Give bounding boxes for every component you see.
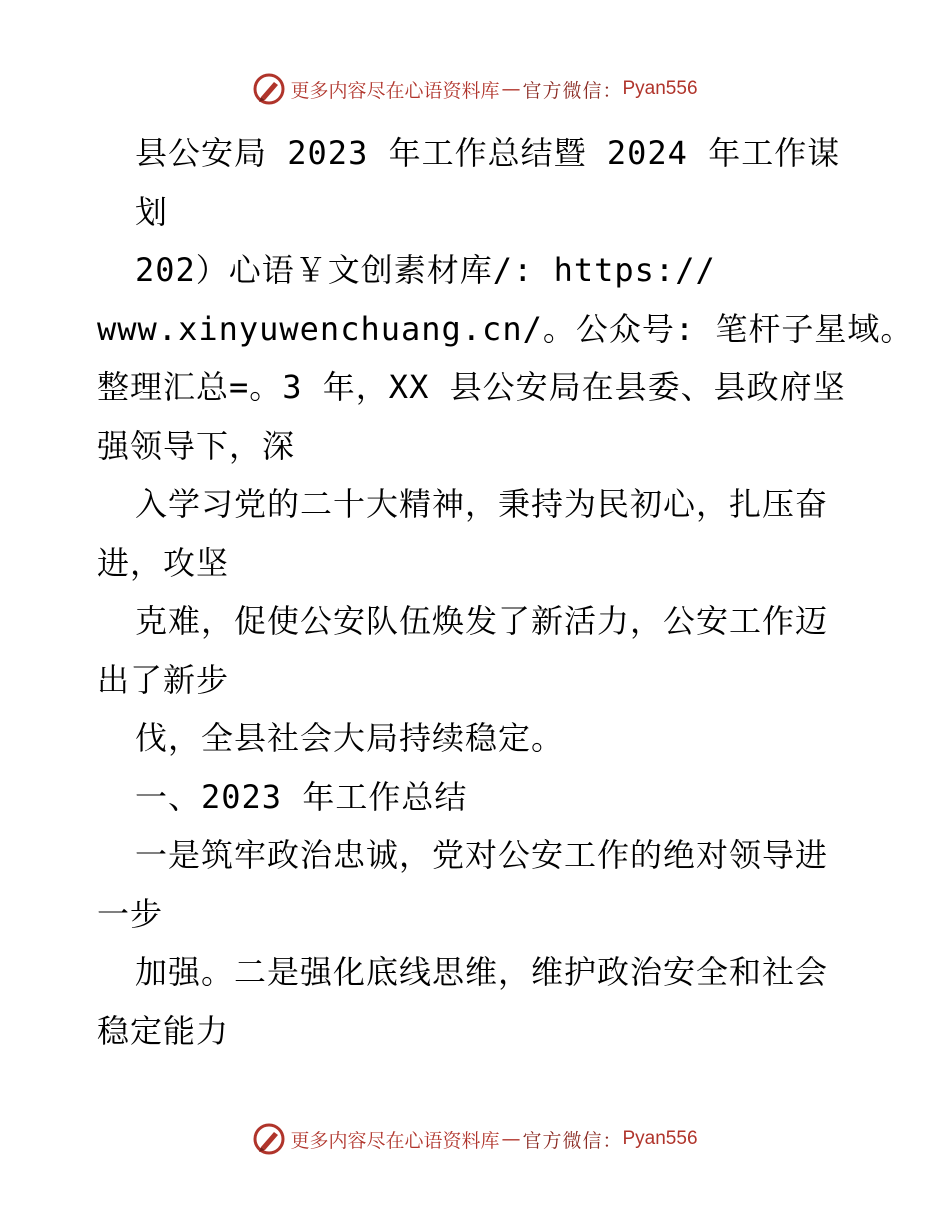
text-line: 整理汇总=。3 年，XX 县公安局在县委、县政府坚 <box>97 368 846 406</box>
pen-logo-icon <box>252 72 286 106</box>
text-line: 入学习党的二十大精神，秉持为民初心，扎压奋 <box>135 485 829 523</box>
text-line: 稳定能力 <box>97 1011 230 1050</box>
watermark-site-text: 更多内容尽在心语资料库 <box>290 1129 500 1152</box>
text-line: 强领导下，深 <box>97 426 296 465</box>
text-line: 一步 <box>97 894 164 933</box>
text-line: 出了新步 <box>97 660 230 699</box>
text-line: 加强。二是强化底线思维，维护政治安全和社会 <box>135 953 829 991</box>
watermark-label: 官方微信： <box>522 1129 623 1152</box>
watermark-wechat-id: Pyan556 <box>622 78 698 99</box>
text-line: 一、2023 年工作总结 <box>135 777 468 816</box>
text-line: www.xinyuwenchuang.cn/。公众号: 笔杆子星域。 <box>97 309 914 348</box>
document-body <box>97 124 914 1060</box>
text-line: 划 <box>135 192 169 231</box>
text-line: 克难，促使公安队伍焕发了新活力，公安工作迈 <box>135 602 829 640</box>
watermark-label: 官方微信： <box>522 79 623 102</box>
text-line: 伐，全县社会大局持续稳定。 <box>135 719 565 757</box>
watermark-wechat-id: Pyan556 <box>622 1128 698 1149</box>
watermark-separator: — <box>501 1128 521 1150</box>
text-line: 202）心语￥文创素材库/: https:// <box>135 251 716 289</box>
watermark-site-text: 更多内容尽在心语资料库 <box>290 79 500 102</box>
text-line: 一是筑牢政治忠诚，党对公安工作的绝对领导进 <box>135 836 829 874</box>
watermark-header <box>0 71 950 107</box>
pen-logo-icon <box>252 1122 286 1156</box>
watermark-footer <box>0 1121 950 1157</box>
text-line: 县公安局 2023 年工作总结暨 2024 年工作谋 <box>135 134 841 172</box>
watermark-separator: — <box>501 78 521 100</box>
text-line: 进，攻坚 <box>97 543 230 582</box>
